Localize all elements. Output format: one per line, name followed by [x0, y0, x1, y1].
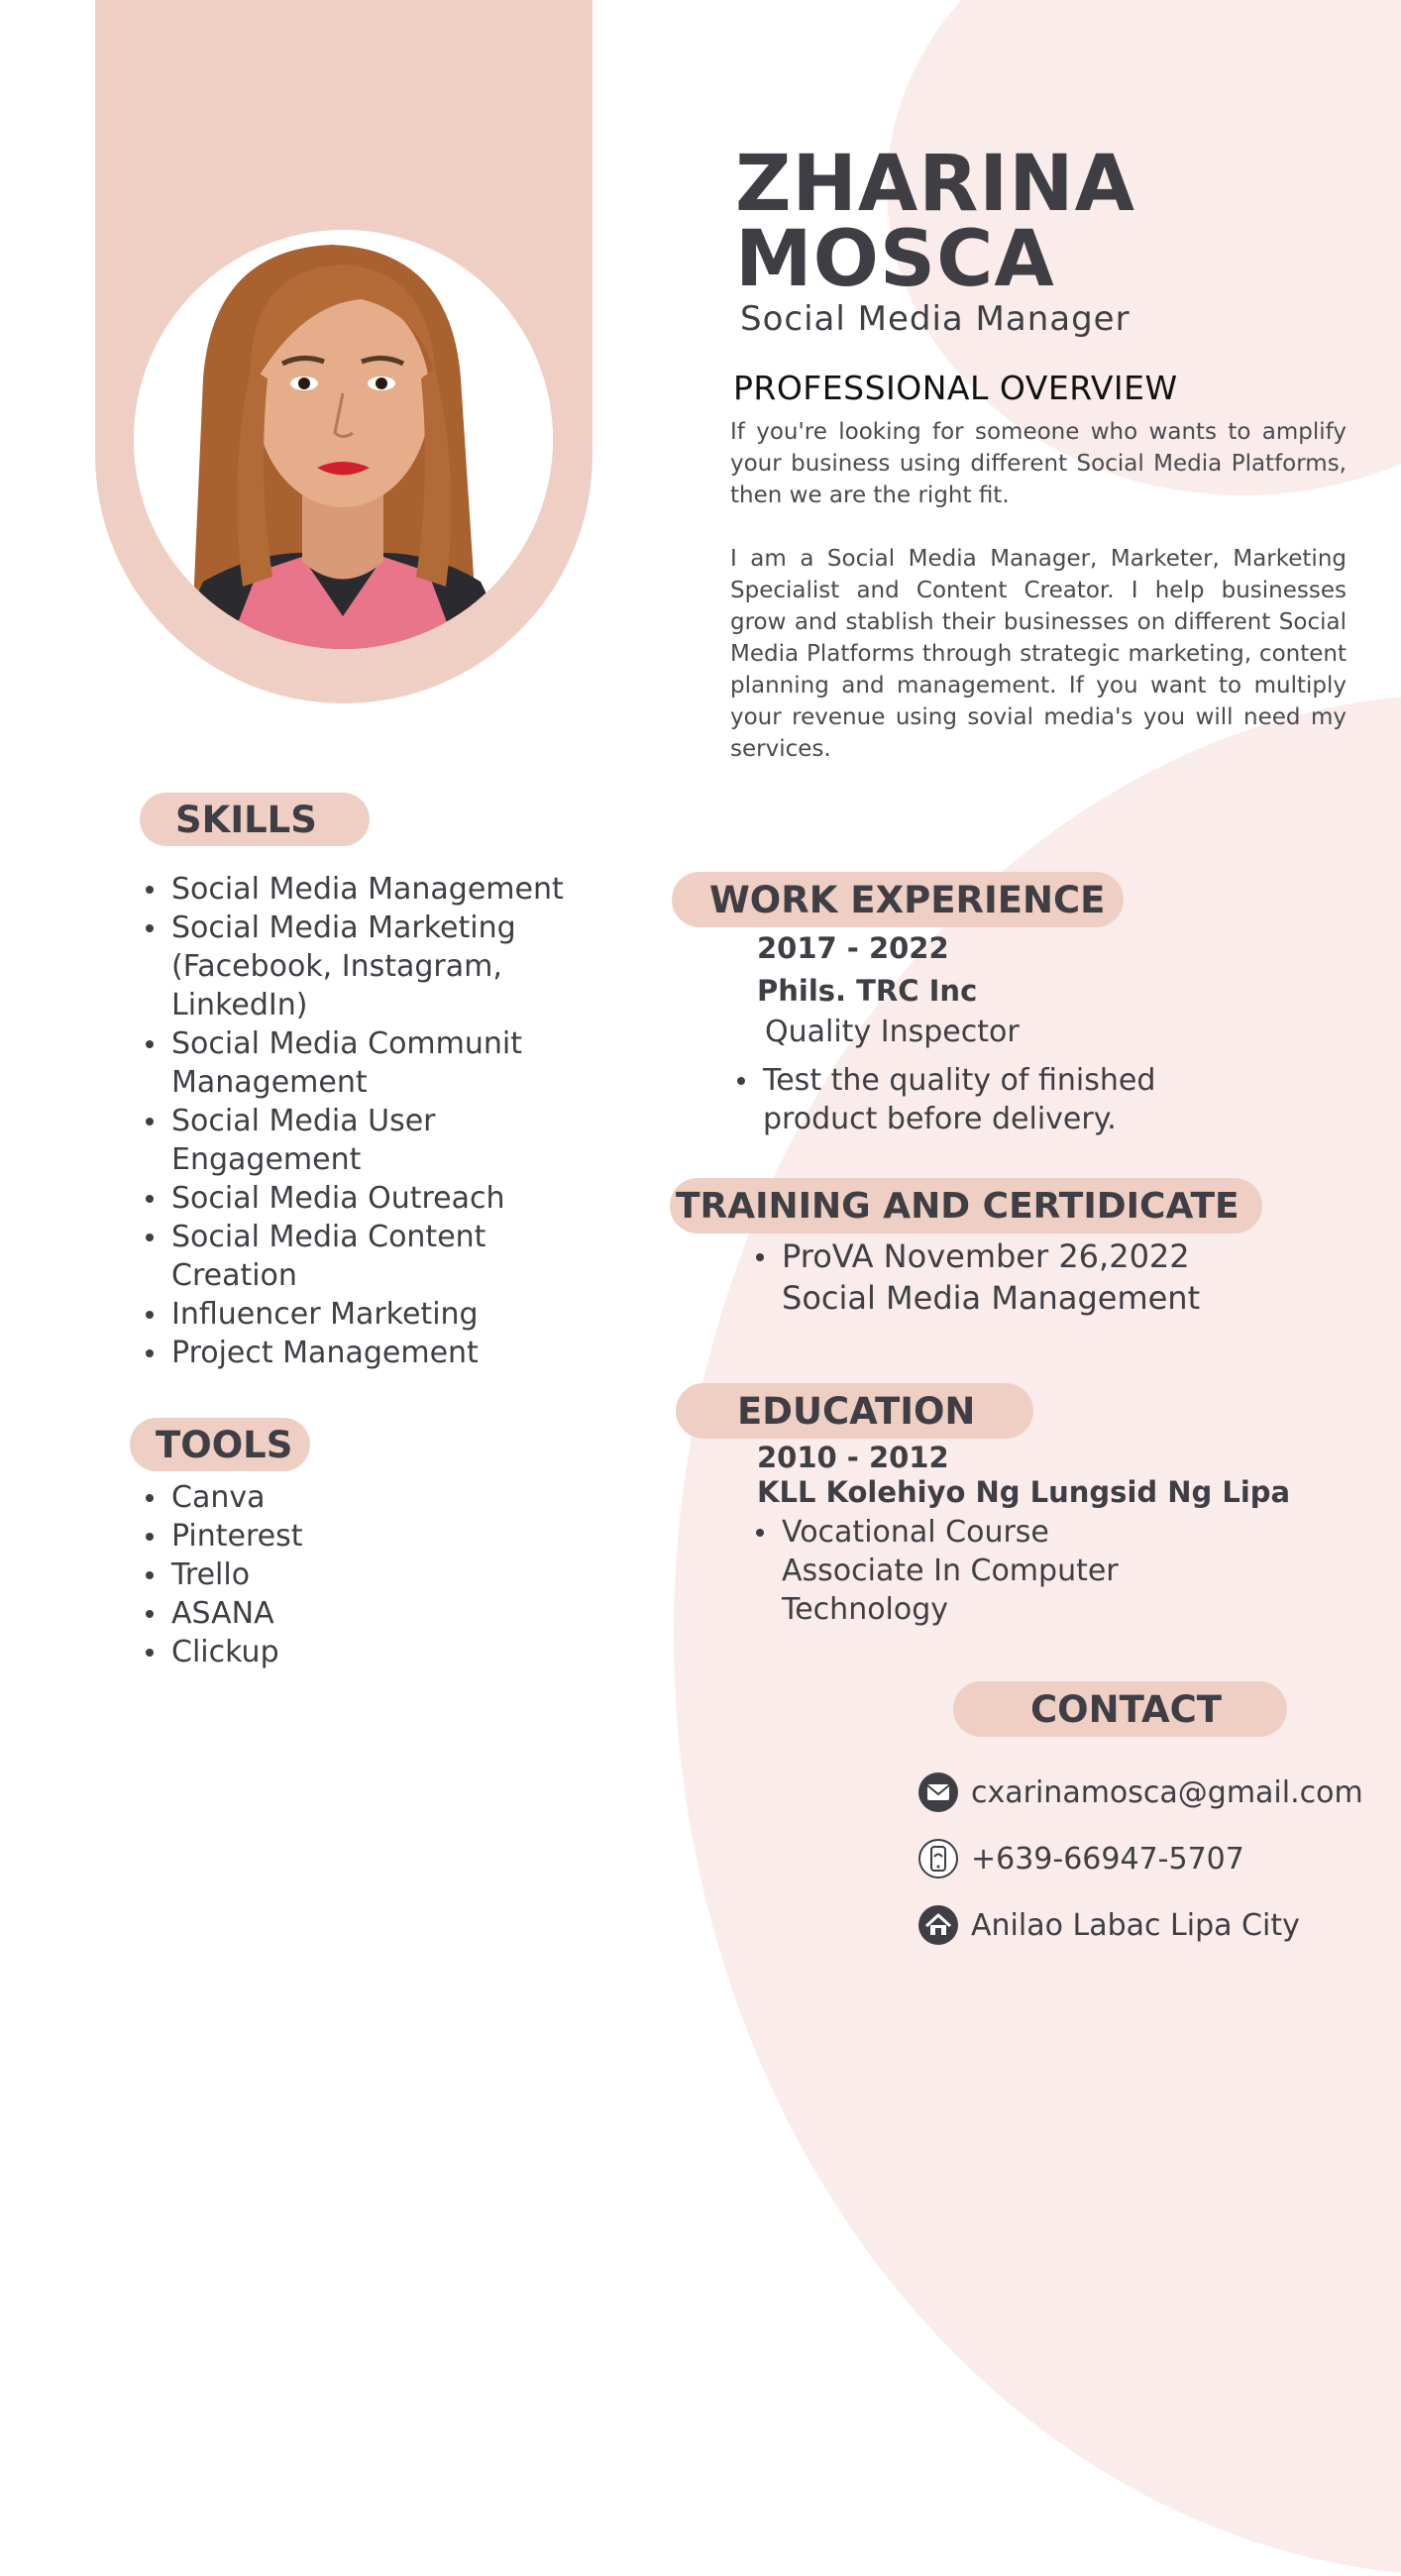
- address-text: Anilao Labac Lipa City: [971, 1907, 1300, 1943]
- overview-heading: PROFESSIONAL OVERVIEW: [733, 369, 1178, 407]
- skills-heading: SKILLS: [140, 793, 370, 846]
- list-item: Influencer Marketing: [140, 1295, 576, 1334]
- list-item: Canva: [140, 1478, 437, 1517]
- phone-icon: [917, 1838, 959, 1879]
- work-position: Quality Inspector: [765, 1015, 1020, 1049]
- job-title: Social Media Manager: [740, 299, 1131, 339]
- training-list: [750, 1235, 1226, 1319]
- education-list: [750, 1513, 1186, 1629]
- overview-text: [730, 416, 1347, 797]
- work-duties: [731, 1061, 1266, 1138]
- candidate-name: [735, 140, 1135, 304]
- tools-heading: TOOLS: [130, 1418, 310, 1471]
- education-school: KLL Kolehiyo Ng Lungsid Ng Lipa: [757, 1475, 1291, 1509]
- education-years: 2010 - 2012: [757, 1441, 949, 1474]
- list-item: Social Media Outreach: [140, 1179, 576, 1218]
- email-text[interactable]: cxarinamosca@gmail.com: [971, 1774, 1363, 1810]
- list-item: Social Media Marketing (Facebook, Instagram, LinkedIn): [140, 909, 576, 1024]
- last-name: MOSCA: [735, 215, 1055, 304]
- list-item: ProVA November 26,2022 Social Media Management: [750, 1235, 1226, 1319]
- list-item: Social Media Management: [140, 870, 576, 909]
- list-item: Vocational Course Associate In Computer Technology: [750, 1513, 1186, 1629]
- profile-photo-illustration: [134, 230, 553, 649]
- contact-phone[interactable]: [917, 1838, 1244, 1879]
- list-item: Project Management: [140, 1334, 576, 1372]
- list-item: Pinterest: [140, 1517, 437, 1556]
- work-heading: WORK EXPERIENCE: [672, 872, 1124, 927]
- contact-heading: CONTACT: [953, 1681, 1287, 1737]
- education-heading: EDUCATION: [676, 1383, 1033, 1439]
- overview-paragraph-1: If you're looking for someone who wants to amplify your business using different Social Media Platforms, then we are the right fit.: [730, 419, 1347, 508]
- skills-list: [140, 870, 576, 1372]
- list-item: Social Media Content Creation: [140, 1218, 576, 1295]
- phone-text[interactable]: +639-66947-5707: [971, 1841, 1244, 1877]
- contact-address: [917, 1904, 1300, 1946]
- tools-list: [140, 1478, 437, 1671]
- list-item: Trello: [140, 1556, 437, 1594]
- list-item: Social Media Communit Management: [140, 1024, 576, 1102]
- first-name: ZHARINA: [735, 140, 1135, 229]
- work-years: 2017 - 2022: [757, 931, 949, 965]
- list-item: Social Media User Engagement: [140, 1102, 576, 1179]
- profile-photo: [134, 230, 553, 649]
- list-item: Test the quality of finished product before delivery.: [731, 1061, 1266, 1138]
- home-icon: [917, 1904, 959, 1946]
- overview-paragraph-2: I am a Social Media Manager, Marketer, Marketing Specialist and Content Creator. I help businesses grow and stablish their businesses on different Social Media Platforms through strategic marketing, content planning and management. If you want to multiply your revenue using sovial media's you will need my services.: [730, 546, 1347, 762]
- list-item: ASANA: [140, 1594, 437, 1633]
- training-heading: TRAINING AND CERTIDICATE: [670, 1178, 1262, 1234]
- contact-email[interactable]: [917, 1771, 1363, 1813]
- work-company: Phils. TRC Inc: [757, 974, 978, 1008]
- list-item: Clickup: [140, 1633, 437, 1671]
- mail-icon: [917, 1771, 959, 1813]
